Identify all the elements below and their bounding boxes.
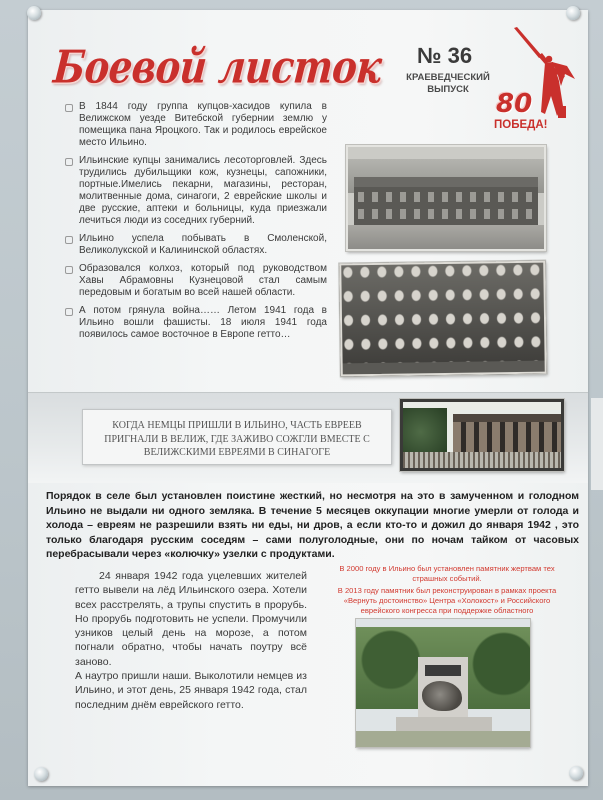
victory-slogan: ПОБЕДА! <box>494 119 548 131</box>
subtitle-line: ВЫПУСК <box>427 84 469 95</box>
photo-border <box>346 145 546 251</box>
bullet-item: Ильинские купцы занимались лесоторговлей. Здесь трудились дубильщики кож, кузнецы, сапожники, портные.Имелись пекарни, магазины, ресторан, молитвенные дома, синагоги, 2 еврейские школы и две русские, аптеки и больницы, куда приезжали лечиться люди из соседних губерний. <box>62 155 327 227</box>
thumbtack <box>569 766 583 780</box>
newsletter-title: Боевой листок <box>51 40 384 94</box>
thumbtack <box>27 6 41 20</box>
ghetto-story <box>75 569 307 712</box>
memorial-note-paragraph: В 2013 году памятник был реконструирован в рамках проекта «Вернуть достоинство» Центра «Холокост» и Российского еврейского конгресса при поддержке областного <box>337 586 557 615</box>
house-roof <box>453 414 561 422</box>
memorial-note-paragraph: В 2000 году в Ильино был установлен памятник жертвам тех страшных событий. <box>339 564 555 583</box>
group-portrait-photo <box>339 261 547 377</box>
monument-plaque <box>425 665 461 676</box>
wooden-house-photo <box>400 399 564 471</box>
subtitle-line: КРАЕВЕДЧЕСКИЙ <box>406 72 490 83</box>
fence <box>403 452 561 468</box>
bullet-item: В 1844 году группа купцов-хасидов купила в Велижском уезде Витебской губернии землю у помещика пана Яроцкого. Так и родилось еврейское место Ильино. <box>62 101 327 149</box>
thumbtack <box>34 767 48 781</box>
issue-number: № 36 <box>417 43 473 68</box>
monument-photo <box>356 619 530 747</box>
sheet-seam <box>28 392 588 393</box>
bullet-item: А потом грянула война…… Летом 1941 года в Ильино вошли фашисты. 18 июля 1941 года появилось самое восточное в Европе гетто… <box>62 305 327 341</box>
thumbtack <box>566 6 580 20</box>
old-building-photo <box>346 145 546 251</box>
adjacent-poster-edge <box>591 398 603 490</box>
story-paragraph: А наутро пришли наши. Выколотили немцев из Ильино, и этот день, 25 января 1942 года, стал последним днём еврейского гетто. <box>75 670 307 711</box>
victory-80-number: 80 <box>496 89 533 119</box>
photo-ground <box>356 731 530 747</box>
photo-border <box>339 261 547 377</box>
story-paragraph: 24 января 1942 года уцелевших жителей гетто вывели на лёд Ильинского озера. Хотели всех расстрелять, а трупы спустить в прорубь. Но прорубь подготовить не успели. Промучили узников целый день на морозе, а потом погнали обратно, чтобы начать поутру всё заново. <box>75 570 307 668</box>
issue-subtitle <box>398 72 498 96</box>
house-wall <box>453 422 561 454</box>
occupation-paragraph: Порядок в селе был установлен поистине жесткий, но несмотря на это в замученном и голодном Ильино не выдали ни одного земляка. В течение 5 месяцев оккупации многие умерли от голода и холода – евреям не разрешили взять ни еды, ни дров, а если кто-то и дожил до января 1942 , это только благодаря русским соседям – сами полуголодные, они по ночам тайком от часовых перебрасывали через «колючку» узелки с продуктами. <box>46 490 579 560</box>
history-bullet-list <box>62 101 327 347</box>
monument-sculpture <box>422 681 462 711</box>
bullet-item: Ильино успела побывать в Смоленской, Великолукской и Калининской областях. <box>62 233 327 257</box>
bullet-item: Образовался колхоз, который под руководством Хавы Абрамовны Кузнецовой стал самым передовым и богатым во всей нашей области. <box>62 263 327 299</box>
callout-box: КОГДА НЕМЦЫ ПРИШЛИ В ИЛЬИНО, ЧАСТЬ ЕВРЕЕВ ПРИГНАЛИ В ВЕЛИЖ, ГДЕ ЗАЖИВО СОЖГЛИ ВМЕСТЕ С ВЕЛИЖСКИМИ ЕВРЕЯМИ В СИНАГОГЕ <box>82 409 392 465</box>
